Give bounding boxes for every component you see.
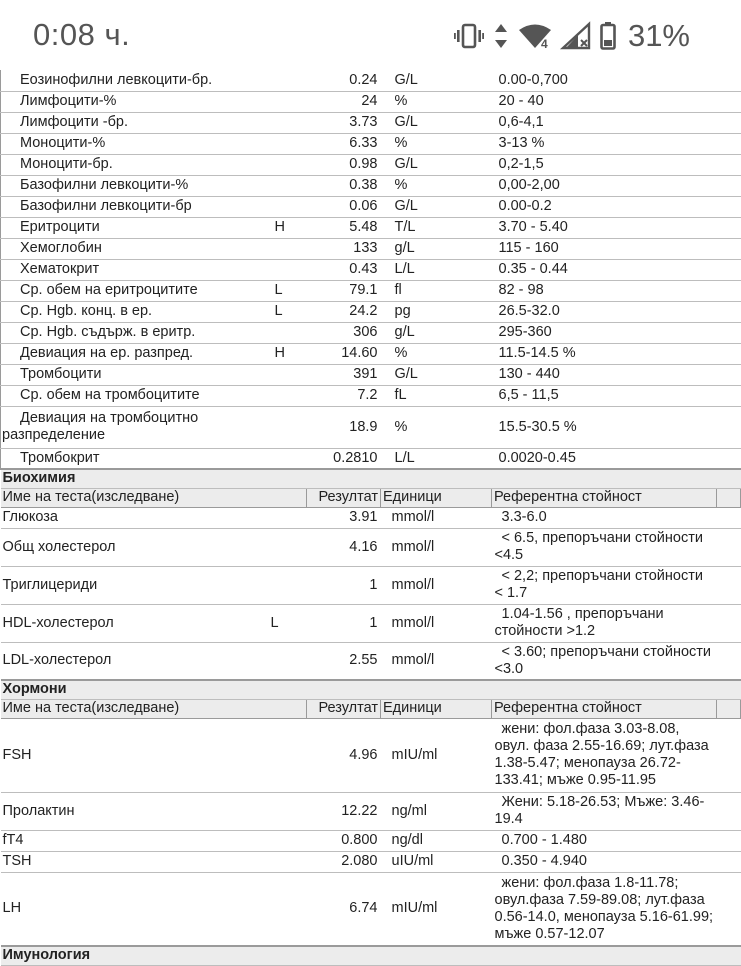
flag-cell: [267, 851, 307, 872]
result-cell: 0.38: [307, 175, 381, 196]
reference-cell: 3-13 %: [492, 133, 717, 154]
unit-cell: L/L: [381, 448, 492, 469]
unit-cell: %: [381, 91, 492, 112]
reference-cell: 0.35 - 0.44: [492, 259, 717, 280]
table-row: [1, 830, 741, 851]
spacer-cell: [717, 604, 741, 642]
table-row: [1, 851, 741, 872]
table-row: [1, 322, 741, 343]
col-head-name: Име на теста(изследване): [1, 699, 307, 718]
result-cell: 1: [307, 566, 381, 604]
spacer-cell: [717, 830, 741, 851]
table-row: [1, 385, 741, 406]
test-name: Ср. Hgb. конц. в ер.: [1, 301, 267, 322]
spacer-cell: [717, 343, 741, 364]
flag-cell: [267, 528, 307, 566]
test-name: Лимфоцити -бр.: [1, 112, 267, 133]
reference-cell: 3.3-6.0: [492, 507, 717, 528]
unit-cell: %: [381, 175, 492, 196]
spacer-cell: [717, 133, 741, 154]
spacer-cell: [717, 301, 741, 322]
reference-cell: 15.5-30.5 %: [492, 406, 717, 448]
flag-cell: [267, 507, 307, 528]
unit-cell: mmol/l: [381, 528, 492, 566]
result-cell: 0.2810: [307, 448, 381, 469]
flag-cell: L: [267, 280, 307, 301]
spacer-cell: [717, 217, 741, 238]
reference-cell: 26.5-32.0: [492, 301, 717, 322]
test-name: Тромбоцити: [1, 364, 267, 385]
result-cell: 7.2: [307, 385, 381, 406]
spacer-cell: [717, 528, 741, 566]
reference-cell: 0.00-0.2: [492, 196, 717, 217]
result-cell: 2.55: [307, 642, 381, 680]
table-row: [1, 604, 741, 642]
flag-cell: L: [267, 604, 307, 642]
flag-cell: H: [267, 217, 307, 238]
flag-cell: [267, 175, 307, 196]
section-header: [1, 946, 741, 965]
reference-cell: 295-360: [492, 322, 717, 343]
reference-cell: 0.350 - 4.940: [492, 851, 717, 872]
reference-cell: 1.04-1.56 , препоръчани стойности >1.2: [492, 604, 717, 642]
spacer-cell: [717, 448, 741, 469]
col-head-name: Име на теста(изследване): [1, 488, 307, 507]
table-row: [1, 259, 741, 280]
table-row: [1, 364, 741, 385]
unit-cell: pg: [381, 301, 492, 322]
result-cell: 2.080: [307, 851, 381, 872]
table-row: [1, 70, 741, 91]
result-cell: 0.24: [307, 70, 381, 91]
flag-cell: [267, 642, 307, 680]
table-row: [1, 91, 741, 112]
spacer-cell: [717, 507, 741, 528]
test-name: Девиация на ер. разпред.: [1, 343, 267, 364]
result-cell: 306: [307, 322, 381, 343]
reference-cell: жени: фол.фаза 1.8-11.78; овул.фаза 7.59-89.08; лут.фаза 0.56-14.0, менопауза 5.16-61.99; мъже 0.57-12.07: [492, 872, 717, 946]
unit-cell: g/L: [381, 322, 492, 343]
test-name: Хематокрит: [1, 259, 267, 280]
unit-cell: L/L: [381, 259, 492, 280]
test-name: Базофилни левкоцити-бр: [1, 196, 267, 217]
test-name: Базофилни левкоцити-%: [1, 175, 267, 196]
result-cell: 12.22: [307, 792, 381, 830]
flag-cell: [267, 566, 307, 604]
unit-cell: mmol/l: [381, 507, 492, 528]
flag-cell: [267, 70, 307, 91]
spacer-cell: [717, 70, 741, 91]
reference-cell: 0.0020-0.45: [492, 448, 717, 469]
unit-cell: G/L: [381, 196, 492, 217]
spacer-cell: [717, 322, 741, 343]
test-name: Моноцити-бр.: [1, 154, 267, 175]
test-name: Моноцити-%: [1, 133, 267, 154]
reference-cell: 0.00-0,700: [492, 70, 717, 91]
result-cell: 4.16: [307, 528, 381, 566]
vibrate-icon: [454, 23, 484, 49]
flag-cell: [267, 364, 307, 385]
spacer-cell: [717, 566, 741, 604]
reference-cell: 6,5 - 11,5: [492, 385, 717, 406]
battery-percent: 31%: [627, 18, 690, 53]
lab-results-table: [0, 70, 741, 966]
flag-cell: [267, 238, 307, 259]
unit-cell: mmol/l: [381, 604, 492, 642]
spacer-cell: [717, 154, 741, 175]
test-name: fT4: [1, 830, 267, 851]
result-cell: 0.06: [307, 196, 381, 217]
test-name: HDL-холестерол: [1, 604, 267, 642]
flag-cell: [267, 259, 307, 280]
spacer-cell: [717, 259, 741, 280]
test-name: Глюкоза: [1, 507, 267, 528]
status-icons: [454, 17, 690, 55]
table-row: [1, 406, 741, 448]
reference-cell: < 3.60; препоръчани стойности <3.0: [492, 642, 717, 680]
result-cell: 24.2: [307, 301, 381, 322]
spacer-cell: [717, 642, 741, 680]
unit-cell: %: [381, 133, 492, 154]
section-title: Имунология: [1, 946, 741, 965]
unit-cell: mIU/ml: [381, 872, 492, 946]
unit-cell: mmol/l: [381, 642, 492, 680]
flag-cell: [267, 91, 307, 112]
reference-cell: 130 - 440: [492, 364, 717, 385]
lab-results-document[interactable]: [0, 70, 720, 964]
reference-cell: жени: фол.фаза 3.03-8.08, овул. фаза 2.55-16.69; лут.фаза 1.38-5.47; менопауза 26.72-133.41; мъже 0.95-11.95: [492, 718, 717, 792]
test-name: FSH: [1, 718, 267, 792]
col-head-result: Резултат: [307, 699, 381, 718]
flag-cell: H: [267, 343, 307, 364]
test-name: TSH: [1, 851, 267, 872]
spacer-cell: [717, 406, 741, 448]
spacer-cell: [717, 718, 741, 792]
table-row: [1, 642, 741, 680]
signal-badge: 4: [540, 37, 548, 51]
result-cell: 0.43: [307, 259, 381, 280]
flag-cell: L: [267, 301, 307, 322]
unit-cell: G/L: [381, 364, 492, 385]
data-arrows-icon: [494, 23, 508, 49]
col-head-ref: Референтна стойност: [492, 699, 717, 718]
unit-cell: fl: [381, 280, 492, 301]
table-row: [1, 872, 741, 946]
test-name: Пролактин: [1, 792, 267, 830]
unit-cell: G/L: [381, 154, 492, 175]
column-header-row: [1, 488, 741, 507]
section-title: Хормони: [1, 680, 741, 699]
test-name: Хемоглобин: [1, 238, 267, 259]
spacer-cell: [717, 175, 741, 196]
result-cell: 0.98: [307, 154, 381, 175]
flag-cell: [267, 718, 307, 792]
reference-cell: 0,00-2,00: [492, 175, 717, 196]
reference-cell: 3.70 - 5.40: [492, 217, 717, 238]
status-time: 0:08 ч.: [33, 17, 131, 52]
result-cell: 4.96: [307, 718, 381, 792]
flag-cell: [267, 196, 307, 217]
spacer-cell: [717, 91, 741, 112]
unit-cell: mIU/ml: [381, 718, 492, 792]
table-row: [1, 133, 741, 154]
table-row: [1, 154, 741, 175]
test-name: Ср. обем на еритроцитите: [1, 280, 267, 301]
result-cell: 133: [307, 238, 381, 259]
unit-cell: G/L: [381, 70, 492, 91]
table-row: [1, 112, 741, 133]
table-row: [1, 507, 741, 528]
spacer-cell: [717, 851, 741, 872]
flag-cell: [267, 154, 307, 175]
unit-cell: g/L: [381, 238, 492, 259]
reference-cell: 0,6-4,1: [492, 112, 717, 133]
unit-cell: fL: [381, 385, 492, 406]
section-title: Биохимия: [1, 469, 741, 488]
flag-cell: [267, 406, 307, 448]
reference-cell: < 2,2; препоръчани стойности < 1.7: [492, 566, 717, 604]
result-cell: 391: [307, 364, 381, 385]
spacer-cell: [717, 280, 741, 301]
table-row: [1, 528, 741, 566]
unit-cell: ng/ml: [381, 792, 492, 830]
flag-cell: [267, 872, 307, 946]
flag-cell: [267, 792, 307, 830]
table-row: [1, 196, 741, 217]
test-name: Еозинофилни левкоцити-бр.: [1, 70, 267, 91]
unit-cell: ng/dl: [381, 830, 492, 851]
col-head-spacer: [717, 699, 741, 718]
reference-cell: 20 - 40: [492, 91, 717, 112]
table-row: [1, 175, 741, 196]
table-row: [1, 718, 741, 792]
reference-cell: 0,2-1,5: [492, 154, 717, 175]
table-row: [1, 792, 741, 830]
flag-cell: [267, 133, 307, 154]
reference-cell: Жени: 5.18-26.53; Мъже: 3.46-19.4: [492, 792, 717, 830]
test-name: Ср. Hgb. съдърж. в еритр.: [1, 322, 267, 343]
reference-cell: 11.5-14.5 %: [492, 343, 717, 364]
col-head-spacer: [717, 488, 741, 507]
unit-cell: T/L: [381, 217, 492, 238]
reference-cell: 115 - 160: [492, 238, 717, 259]
section-header: [1, 680, 741, 699]
test-name: Еритроцити: [1, 217, 267, 238]
test-name: Лимфоцити-%: [1, 91, 267, 112]
test-name: LDL-холестерол: [1, 642, 267, 680]
result-cell: 3.73: [307, 112, 381, 133]
reference-cell: < 6.5, препоръчани стойности <4.5: [492, 528, 717, 566]
status-bar: [0, 0, 720, 70]
table-row: [1, 301, 741, 322]
result-cell: 3.91: [307, 507, 381, 528]
unit-cell: G/L: [381, 112, 492, 133]
flag-cell: [267, 830, 307, 851]
col-head-unit: Единици: [381, 488, 492, 507]
test-name: Ср. обем на тромбоцитите: [1, 385, 267, 406]
table-row: [1, 343, 741, 364]
spacer-cell: [717, 385, 741, 406]
spacer-cell: [717, 792, 741, 830]
reference-cell: 0.700 - 1.480: [492, 830, 717, 851]
result-cell: 79.1: [307, 280, 381, 301]
result-cell: 5.48: [307, 217, 381, 238]
table-row: [1, 448, 741, 469]
flag-cell: [267, 112, 307, 133]
result-cell: 6.33: [307, 133, 381, 154]
table-row: [1, 238, 741, 259]
cell-signal-icon: [562, 23, 590, 49]
unit-cell: mmol/l: [381, 566, 492, 604]
spacer-cell: [717, 238, 741, 259]
test-name: LH: [1, 872, 267, 946]
flag-cell: [267, 385, 307, 406]
col-head-result: Резултат: [307, 488, 381, 507]
spacer-cell: [717, 112, 741, 133]
test-name: Триглицериди: [1, 566, 267, 604]
col-head-unit: Единици: [381, 699, 492, 718]
test-name: Общ холестерол: [1, 528, 267, 566]
result-cell: 14.60: [307, 343, 381, 364]
table-row: [1, 217, 741, 238]
flag-cell: [267, 448, 307, 469]
test-name: Девиация на тромбоцитно разпределение: [1, 406, 267, 448]
col-head-ref: Референтна стойност: [492, 488, 717, 507]
result-cell: 0.800: [307, 830, 381, 851]
result-cell: 24: [307, 91, 381, 112]
wifi-icon: [518, 23, 552, 49]
reference-cell: 82 - 98: [492, 280, 717, 301]
unit-cell: uIU/ml: [381, 851, 492, 872]
result-cell: 18.9: [307, 406, 381, 448]
battery-icon: [600, 22, 616, 50]
test-name: Тромбокрит: [1, 448, 267, 469]
section-header: [1, 469, 741, 488]
table-row: [1, 566, 741, 604]
table-row: [1, 280, 741, 301]
flag-cell: [267, 322, 307, 343]
spacer-cell: [717, 196, 741, 217]
column-header-row: [1, 699, 741, 718]
result-cell: 1: [307, 604, 381, 642]
spacer-cell: [717, 872, 741, 946]
spacer-cell: [717, 364, 741, 385]
result-cell: 6.74: [307, 872, 381, 946]
unit-cell: %: [381, 343, 492, 364]
unit-cell: %: [381, 406, 492, 448]
